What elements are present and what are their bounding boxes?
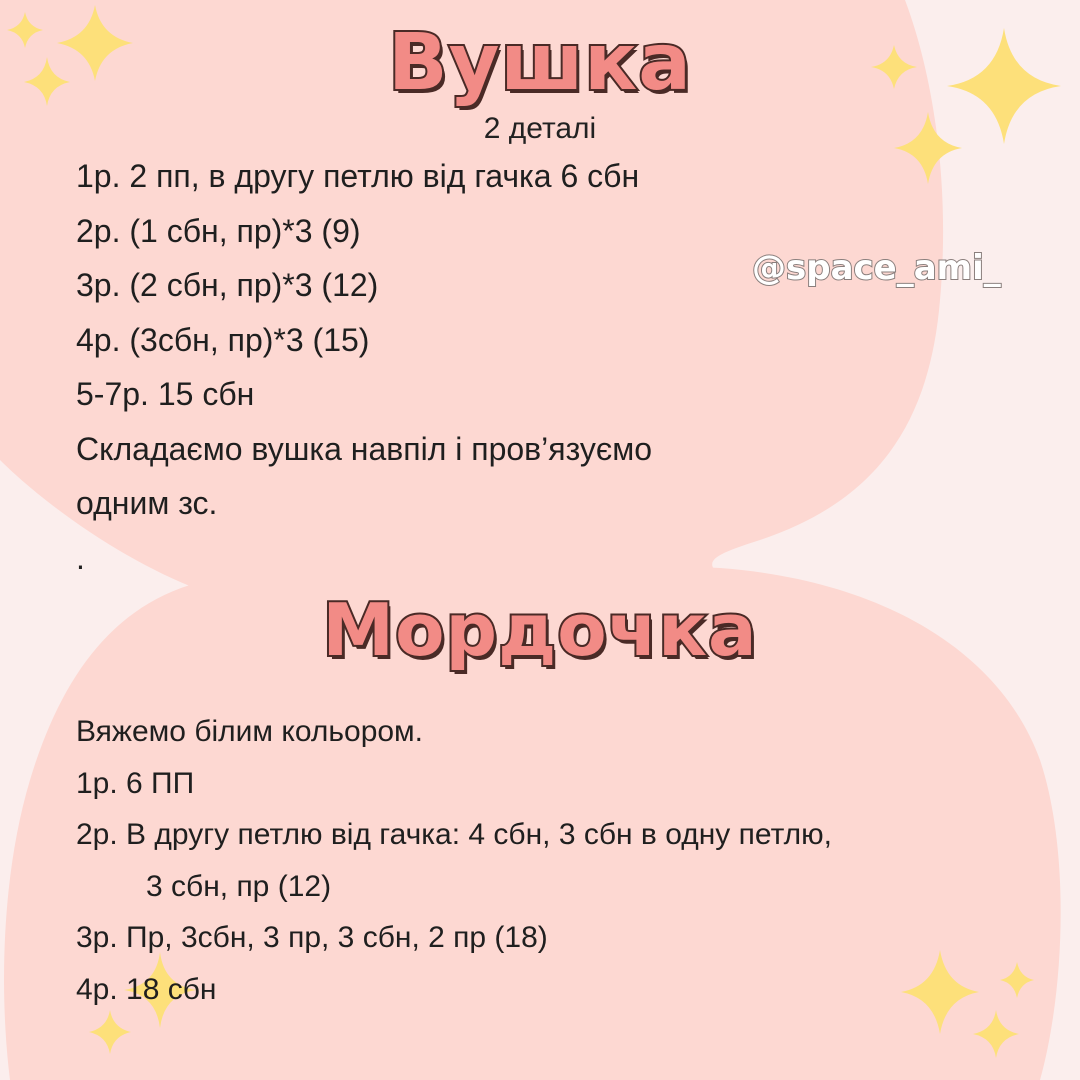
instruction-line: 5-7р. 15 сбн	[76, 376, 255, 412]
ears-section-title: Вушка	[388, 18, 692, 108]
instruction-line: 3р. (2 сбн, пр)*3 (12)	[76, 267, 379, 303]
instruction-line-continuation: 3 сбн, пр (12)	[146, 869, 332, 903]
ears-parts-count: 2 деталі	[483, 112, 597, 145]
instruction-line: 4р. 18 сбн	[76, 972, 217, 1006]
muzzle-section-title: Мордочка	[322, 588, 758, 672]
ears-instructions-list	[76, 154, 652, 590]
muzzle-instructions-list	[76, 710, 832, 1019]
instruction-line: 4р. (3сбн, пр)*3 (15)	[76, 321, 370, 358]
instruction-line: .	[76, 539, 85, 576]
instruction-line: одним зс.	[76, 485, 218, 521]
instruction-line: Складаємо вушка навпіл і пров’язуємо	[76, 430, 653, 467]
instruction-line: 1р. 2 пп, в другу петлю від гачка 6 сбн	[76, 158, 640, 194]
instruction-line: Вяжемо білим кольором.	[76, 715, 424, 748]
author-watermark: @space_ami_	[752, 248, 1001, 288]
instruction-line: 3р. Пр, 3сбн, 3 пр, 3 сбн, 2 пр (18)	[76, 921, 548, 954]
instruction-line: 2р. (1 сбн, пр)*3 (9)	[76, 212, 361, 249]
instruction-line: 2р. В другу петлю від гачка: 4 сбн, 3 сбн в одну петлю,	[76, 818, 832, 851]
instruction-line: 1р. 6 ПП	[76, 766, 195, 800]
